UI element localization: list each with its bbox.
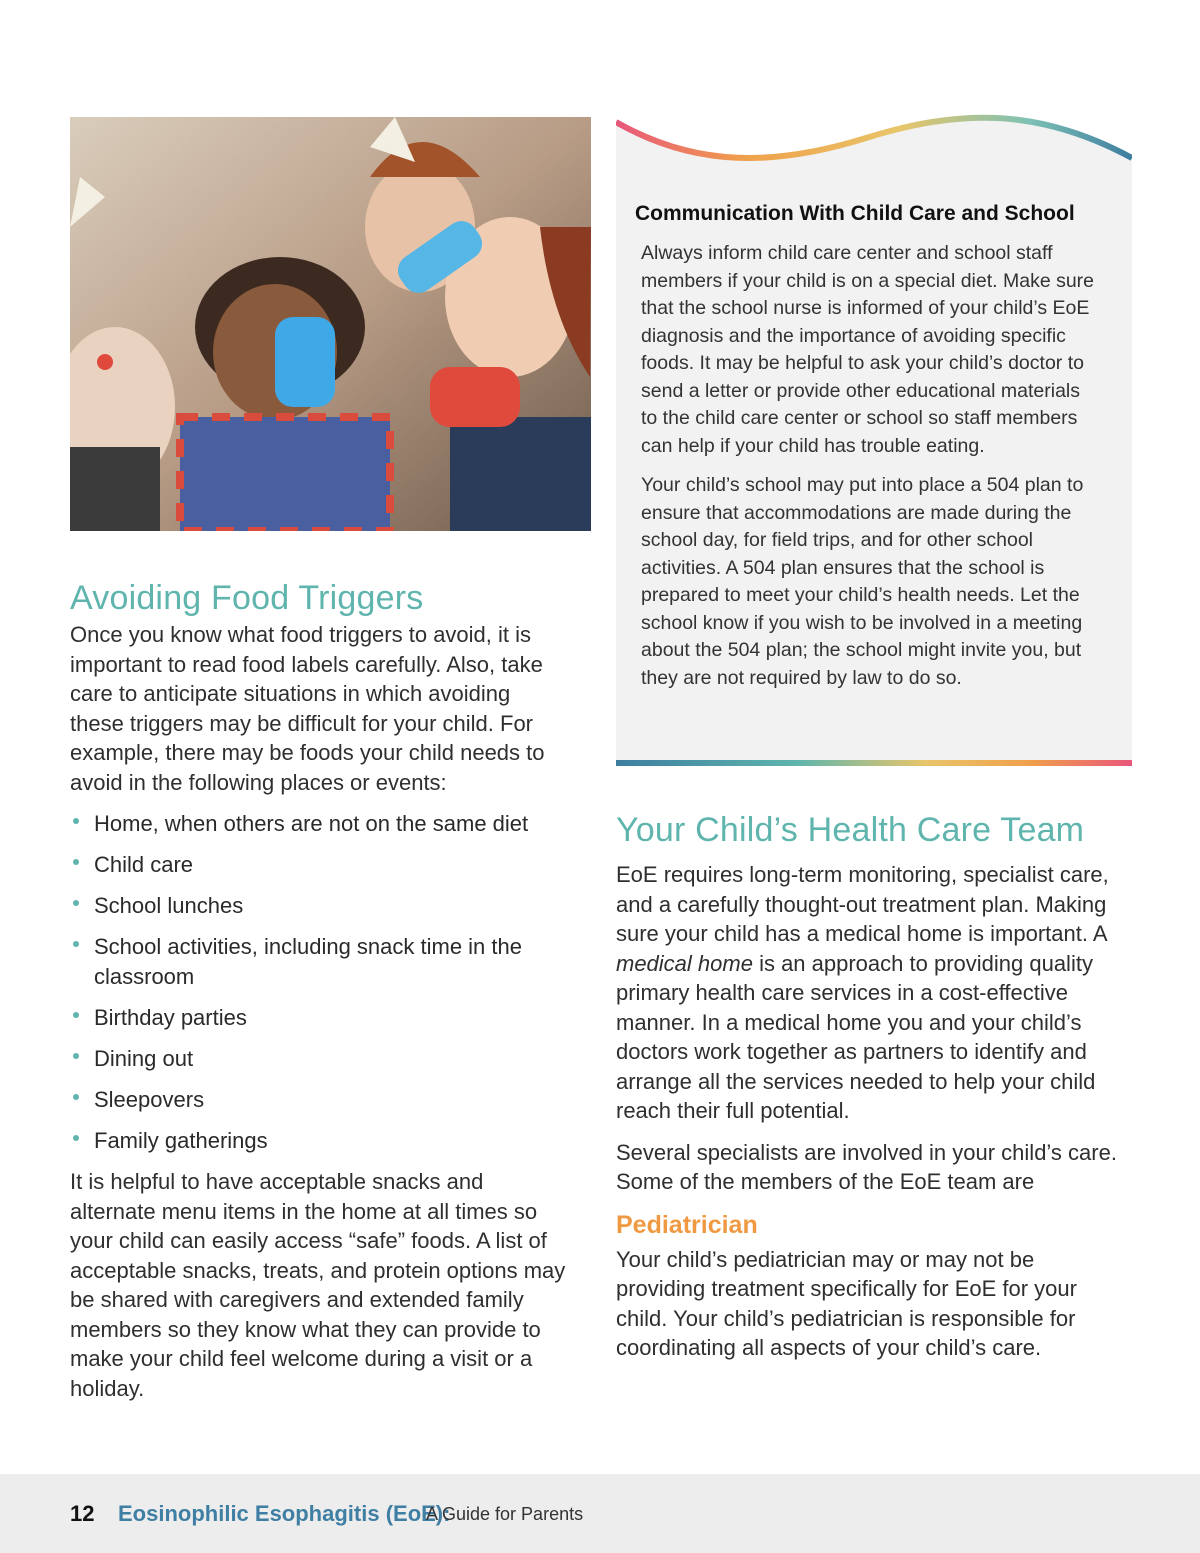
trigger-places-list (70, 809, 570, 1155)
gradient-divider (616, 760, 1132, 766)
health-care-team-heading: Your Child’s Health Care Team (616, 811, 1085, 849)
callout-paragraph-2: Your child’s school may put into place a 504 plan to ensure that accommodations are made during the school day, for field trips, and for other school activities. A 504 plan ensures that the school is prepared to meet your child’s health needs. Let the school know if you wish to be involved in a meeting about the 504 plan; the school might invite you, but they are not required by law to do so. (641, 474, 1084, 689)
list-item: Sleepovers (70, 1085, 570, 1115)
bullet-dot-icon (73, 941, 79, 947)
medical-home-paragraph: EoE requires long-term monitoring, specialist care, and a carefully thought-out treatment plan. Making sure your child has a medical home is important. A medical home is an approach to providing quality primary health care services in a cost-effective manner. In a medical home you and your child’s doctors work together as partners to identify and arrange all the services needed to help your child reach their full potential. (616, 862, 1109, 1123)
communication-callout-box (616, 108, 1132, 766)
party-photo-illustration (70, 117, 591, 531)
specialists-paragraph: Several specialists are involved in your child’s care. Some of the members of the EoE team are (616, 1139, 1117, 1194)
avoiding-triggers-intro: Once you know what food triggers to avoid, it is important to read food labels carefully. Also, take care to anticipate situations in which avoiding these triggers may be difficult for your child. For example, there may be foods your child needs to avoid in the following places or events: (70, 622, 545, 795)
bullet-dot-icon (73, 859, 79, 865)
medical-home-term: medical home (616, 950, 753, 976)
page-footer (0, 1474, 1200, 1553)
list-item: Home, when others are not on the same diet (70, 809, 570, 839)
list-item: Birthday parties (70, 1003, 570, 1033)
guide-title: Eosinophilic Esophagitis (EoE): (118, 1501, 451, 1526)
bullet-dot-icon (73, 1053, 79, 1059)
right-column (616, 808, 1126, 1375)
list-item: Family gatherings (70, 1126, 570, 1156)
callout-paragraph-1: Always inform child care center and school staff members if your child is on a special diet. Make sure that the school nurse is informed of your child’s EoE diagnosis and the importance of avoiding specific foods. It may be helpful to ask your child’s doctor to send a letter or provide other educational materials to the child care center or school so staff members can help if your child has trouble eating. (641, 242, 1095, 457)
bullet-dot-icon (73, 1094, 79, 1100)
bullet-dot-icon (73, 1135, 79, 1141)
bullet-dot-icon (73, 900, 79, 906)
avoiding-food-triggers-heading: Avoiding Food Triggers (70, 579, 424, 617)
list-item: School lunches (70, 891, 570, 921)
bullet-dot-icon (73, 818, 79, 824)
callout-heading: Communication With Child Care and School (635, 202, 1075, 225)
list-item: School activities, including snack time in the classroom (70, 932, 570, 991)
pediatrician-heading: Pediatrician (616, 1210, 758, 1239)
party-photo (70, 117, 591, 531)
pediatrician-paragraph: Your child’s pediatrician may or may not be providing treatment specifically for EoE for your child. Your child’s pediatrician is responsible for coordinating all aspects of your child’s care. (616, 1246, 1077, 1360)
list-item: Child care (70, 850, 570, 880)
callout-body (641, 240, 1101, 704)
safe-snacks-paragraph: It is helpful to have acceptable snacks and alternate menu items in the home at all times so your child can easily access “safe” foods. A list of acceptable snacks, treats, and protein options may be shared with caregivers and extended family members so they know what they can provide to make your child feel welcome during a visit or a holiday. (70, 1169, 566, 1401)
page-number: 12 (70, 1501, 95, 1526)
list-item: Dining out (70, 1044, 570, 1074)
decorative-wave-icon (616, 108, 1132, 178)
bullet-dot-icon (73, 1012, 79, 1018)
left-column (70, 576, 570, 1415)
guide-subtitle: A Guide for Parents (426, 1504, 584, 1524)
